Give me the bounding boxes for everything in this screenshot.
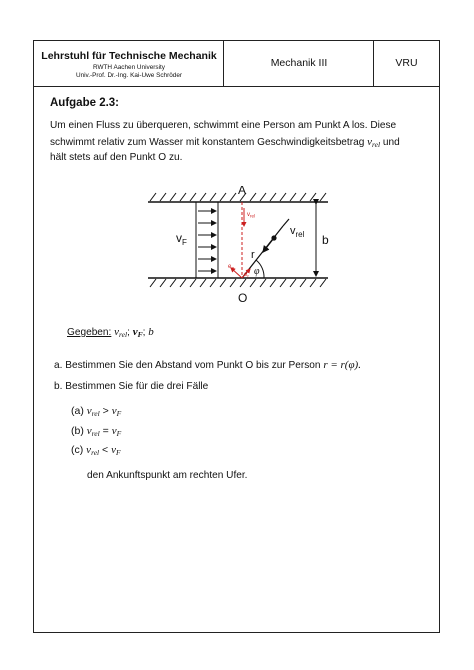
course-cell — [224, 41, 374, 86]
vrel-symbol: v — [367, 136, 373, 148]
vrel-subscript: rel — [372, 140, 381, 149]
item-a-text: Bestimmen Sie den Abstand vom Punkt O bis zur Person — [65, 360, 324, 371]
vrel-small-label-sub: rel — [250, 213, 256, 219]
professor-name: Univ.-Prof. Dr.-Ing. Kai-Uwe Schröder — [75, 72, 183, 79]
chair-title: Lehrstuhl für Technische Mechanik — [41, 50, 217, 62]
case-c-right-sub: F — [116, 448, 121, 457]
university-name: RWTH Aachen University — [93, 64, 165, 71]
task-title: Aufgabe 2.3: — [50, 97, 120, 109]
case-c-marker: (c) — [71, 444, 84, 456]
case-c-right: v — [111, 444, 116, 456]
case-b — [71, 425, 121, 438]
e-phi-label — [228, 264, 234, 271]
case-b-marker: (b) — [71, 425, 84, 437]
case-b-right: v — [111, 425, 117, 437]
phi-label: φ — [254, 266, 260, 277]
vrel-small-label-v: v — [247, 212, 250, 218]
arrival-text: den Ankunftspunkt am rechten Ufer. — [87, 470, 248, 481]
case-b-right-sub: F — [116, 429, 122, 438]
e-r-label-sub: r — [247, 273, 249, 279]
case-c-left-sub: rel — [91, 448, 100, 457]
task-line-3: hält stets auf den Punkt O zu. — [50, 152, 183, 163]
case-c-op: < — [102, 444, 109, 456]
item-b — [54, 381, 208, 392]
case-a — [71, 405, 121, 418]
radius-extension — [283, 219, 289, 226]
given-sep-2: ; — [142, 327, 146, 338]
e-phi-label-e: e — [228, 264, 232, 270]
e-r-label-e: e — [244, 272, 248, 278]
e-phi-label-sub: φ — [231, 265, 235, 271]
river-diagram — [146, 186, 336, 311]
item-b-marker: b. — [54, 381, 63, 392]
given-vF-sub: F — [137, 330, 143, 339]
case-a-left: v — [86, 405, 92, 417]
course-name: Mechanik III — [270, 57, 328, 69]
task-line-2-end: und — [380, 137, 400, 148]
item-a-marker: a. — [54, 360, 63, 371]
case-a-right-sub: F — [116, 409, 122, 418]
flow-profile — [196, 202, 218, 278]
code-cell — [374, 41, 439, 86]
bottom-bank-hatching — [148, 278, 328, 287]
sheet-header — [34, 41, 439, 87]
vrel-label-sub: rel — [295, 230, 305, 239]
sheet-frame — [33, 40, 440, 633]
given-label: Gegeben: — [67, 327, 112, 338]
given-vrel: v — [114, 326, 120, 338]
vF-label — [176, 231, 187, 247]
given-values — [67, 326, 154, 339]
case-b-left: v — [86, 425, 92, 437]
given-vrel-sub: rel — [119, 330, 128, 339]
course-code: VRU — [395, 57, 418, 69]
given-b: b — [148, 326, 154, 338]
given-vF: v — [132, 326, 138, 338]
radius-line — [242, 226, 283, 278]
vrel-small-label — [247, 212, 255, 219]
item-a — [54, 359, 361, 371]
e-r-label — [244, 272, 249, 279]
case-b-left-sub: rel — [91, 429, 100, 438]
vF-label-sub: F — [182, 238, 187, 247]
vF-label-v: v — [176, 231, 182, 245]
case-a-op: > — [102, 405, 109, 417]
case-c — [71, 444, 121, 457]
case-a-left-sub: rel — [91, 409, 100, 418]
vrel-label — [290, 225, 305, 239]
point-O-label: O — [238, 291, 248, 305]
vrel-arrow — [263, 238, 274, 252]
vrel-label-v: v — [290, 225, 296, 237]
point-A-label: A — [238, 186, 247, 197]
task-line-2-text: schwimmt relativ zum Wasser mit konstantem Geschwindigkeitsbetrag — [50, 137, 368, 148]
case-a-marker: (a) — [71, 405, 84, 417]
case-c-left: v — [86, 444, 92, 456]
r-label: r — [251, 249, 255, 261]
case-b-op: = — [102, 425, 109, 437]
item-a-formula: r = r(φ). — [323, 359, 361, 371]
width-b-label: b — [322, 233, 329, 247]
task-line-1: Um einen Fluss zu überqueren, schwimmt eine Person am Punkt A los. Diese — [50, 120, 397, 131]
chair-cell — [34, 41, 224, 86]
case-a-right: v — [111, 405, 117, 417]
item-b-text: Bestimmen Sie für die drei Fälle — [65, 381, 209, 392]
given-sep-1: ; — [127, 327, 130, 338]
